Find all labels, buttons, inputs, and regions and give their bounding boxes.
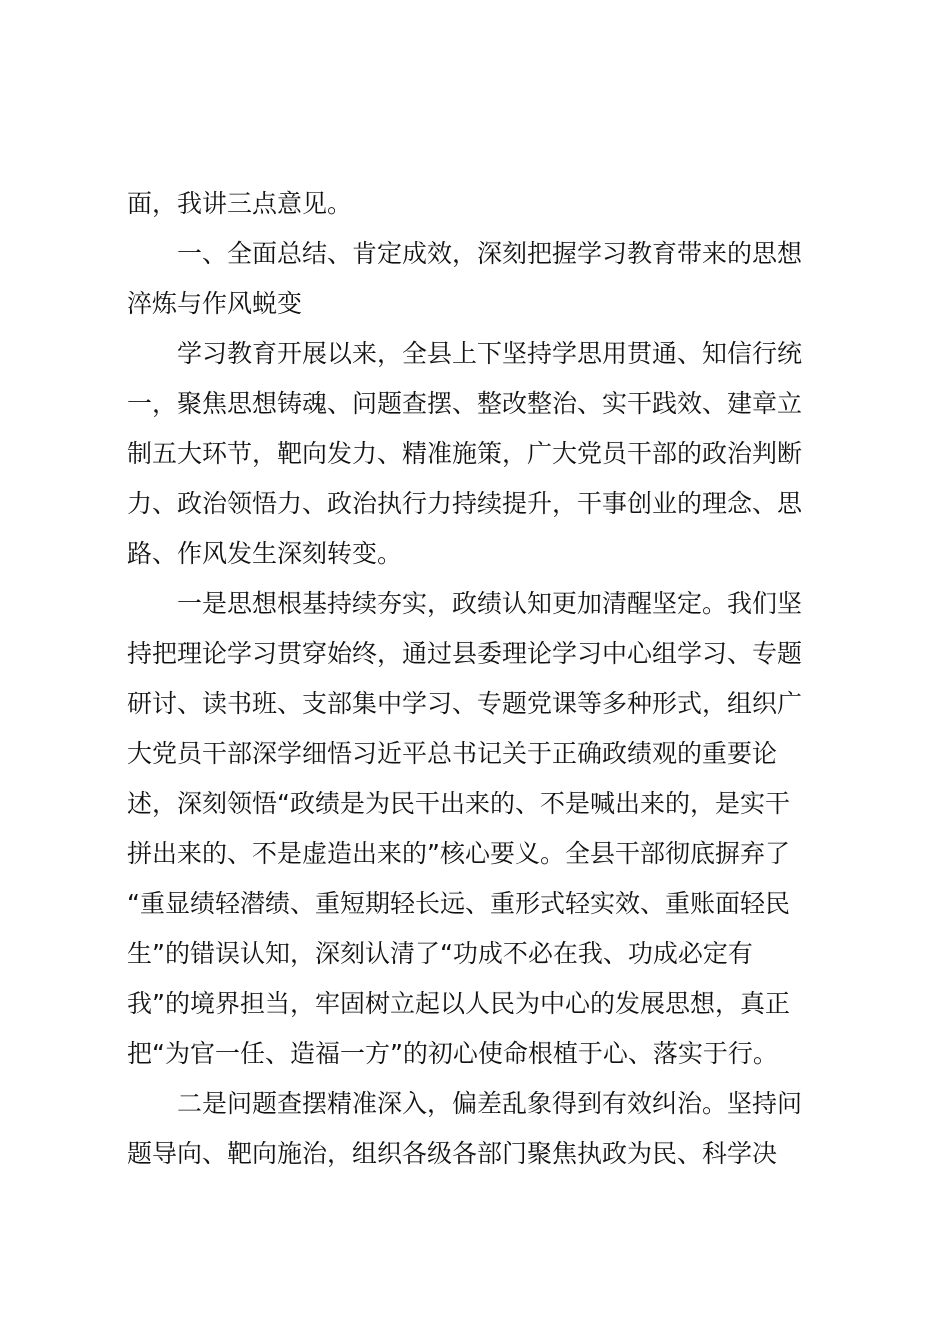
text-line-content: 把“为官一任、造福一方”的初心使命根植于心、落实于行。 xyxy=(127,1039,778,1068)
text-line-content: 路、作风发生深刻转变。 xyxy=(127,539,403,568)
text-line xyxy=(0,1134,950,1174)
text-line xyxy=(0,334,950,374)
text-line xyxy=(0,984,950,1024)
text-line-content: 学习教育开展以来，全县上下坚持学思用贯通、知信行统 xyxy=(177,339,803,368)
text-line-content: 题导向、靶向施治，组织各级各部门聚焦执政为民、科学决 xyxy=(127,1139,778,1168)
text-line xyxy=(0,734,950,774)
text-line-content: 二是问题查摆精准深入，偏差乱象得到有效纠治。坚持问 xyxy=(177,1089,803,1118)
text-line-content: “重显绩轻潜绩、重短期轻长远、重形式轻实效、重账面轻民 xyxy=(127,889,790,918)
text-line-content: 力、政治领悟力、政治执行力持续提升，干事创业的理念、思 xyxy=(127,489,803,518)
text-line-content: 一，聚焦思想铸魂、问题查摆、整改整治、实干践效、建章立 xyxy=(127,389,803,418)
text-line xyxy=(0,1084,950,1124)
text-line-content: 一、全面总结、肯定成效，深刻把握学习教育带来的思想 xyxy=(177,239,803,268)
text-line-content: 生”的错误认知，深刻认清了“功成不必在我、功成必定有 xyxy=(127,939,753,968)
text-line xyxy=(0,934,950,974)
text-line xyxy=(0,784,950,824)
text-line xyxy=(0,434,950,474)
text-line-content: 淬炼与作风蜕变 xyxy=(127,289,303,318)
text-line-content: 述，深刻领悟“政绩是为民干出来的、不是喊出来的，是实干 xyxy=(127,789,790,818)
text-line xyxy=(0,684,950,724)
text-line xyxy=(0,634,950,674)
text-line xyxy=(0,384,950,424)
text-line xyxy=(0,184,950,224)
text-line xyxy=(0,584,950,624)
text-line-content: 制五大环节，靶向发力、精准施策，广大党员干部的政治判断 xyxy=(127,439,803,468)
section-heading-line xyxy=(0,234,950,274)
text-line-content: 我”的境界担当，牢固树立起以人民为中心的发展思想，真正 xyxy=(127,989,790,1018)
text-line xyxy=(0,534,950,574)
text-line-content: 面，我讲三点意见。 xyxy=(127,189,353,218)
text-line-content: 一是思想根基持续夯实，政绩认知更加清醒坚定。我们坚 xyxy=(177,589,803,618)
text-line-content: 大党员干部深学细悟习近平总书记关于正确政绩观的重要论 xyxy=(127,739,778,768)
text-line xyxy=(0,1034,950,1074)
text-line xyxy=(0,884,950,924)
section-heading-line xyxy=(0,284,950,324)
text-line xyxy=(0,484,950,524)
text-line-content: 研讨、读书班、支部集中学习、专题党课等多种形式，组织广 xyxy=(127,689,803,718)
text-line xyxy=(0,834,950,874)
text-line-content: 持把理论学习贯穿始终，通过县委理论学习中心组学习、专题 xyxy=(127,639,803,668)
text-line-content: 拼出来的、不是虚造出来的”核心要义。全县干部彻底摒弃了 xyxy=(127,839,790,868)
